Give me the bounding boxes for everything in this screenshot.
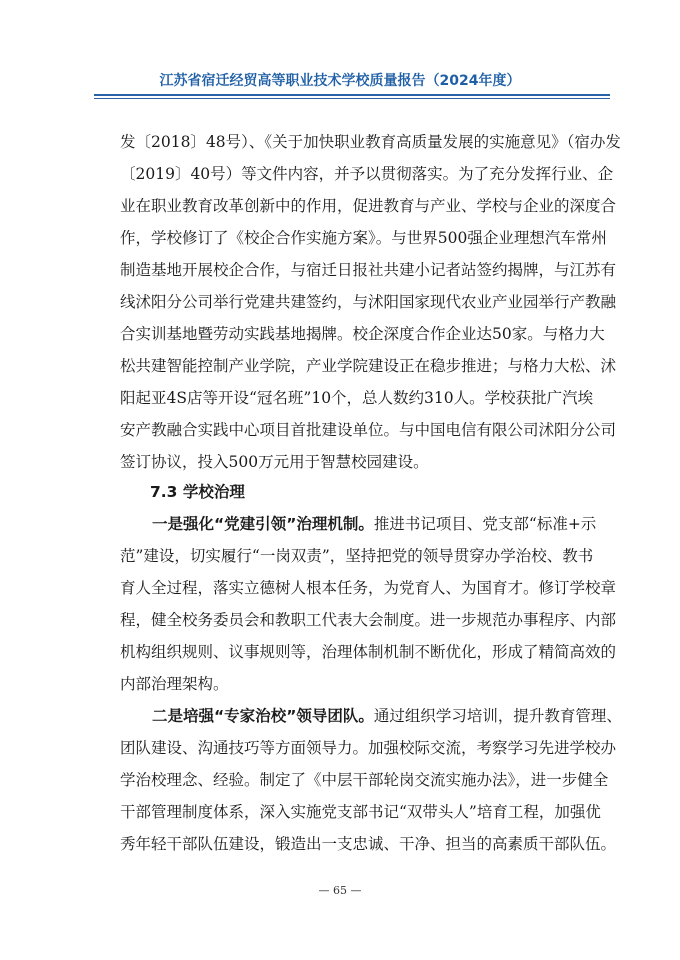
section-title-7-3: 7.3 学校治理 [150,483,245,501]
text-line: 〔2019〕40号）等文件内容，并予以贯彻落实。为了充分发挥行业、企 [120,165,614,183]
paragraph-lead-bold: 二是培强“专家治校”领导团队。 [152,707,374,725]
paragraph-lead-bold: 一是强化“党建引领”治理机制。 [152,515,374,533]
paragraph-school-enterprise-cooperation [120,126,621,478]
text-line-first [120,700,622,732]
text-line: 发〔2018〕48号）、《关于加快职业教育高质量发展的实施意见》（宿办发 [120,133,621,151]
text-run: 通过组织学习培训，提升教育管理、 [373,707,622,725]
page-number: — 65 — [318,884,362,897]
text-line: 合实训基地暨劳动实践基地揭牌。校企深度合作企业达50家。与格力大 [120,325,605,343]
header-rule-thick [94,94,610,96]
header-rule-thin [94,98,610,99]
text-line: 秀年轻干部队伍建设，锻造出一支忠诚、干净、担当的高素质干部队伍。 [120,835,617,853]
text-line: 阳起亚4S店等开设“冠名班”10个，总人数约310人。学校获批广汽埃 [120,389,594,407]
text-line: 松共建智能控制产业学院，产业学院建设正在稳步推进；与格力大松、沭 [120,357,617,375]
report-header-title: 江苏省宿迁经贸高等职业技术学校质量报告（2024年度） [159,73,521,89]
text-line: 团队建设、沟通技巧等方面领导力。加强校际交流，考察学习先进学校办 [120,739,617,757]
text-line: 育人全过程，落实立德树人根本任务，为党育人、为国育才。修订学校章 [120,579,617,597]
text-line: 线沭阳分公司举行党建共建签约，与沭阳国家现代农业产业园举行产教融 [120,293,617,311]
text-line: 安产教融合实践中心项目首批建设单位。与中国电信有限公司沭阳分公司 [120,421,617,439]
paragraph-expert-leadership [120,700,622,860]
text-line: 业在职业教育改革创新中的作用，促进教育与产业、学校与企业的深度合 [120,197,617,215]
text-run: 推进书记项目、党支部“标准+示 [373,515,597,533]
text-line-first [120,508,616,540]
paragraph-party-leadership [120,508,616,700]
text-line: 制造基地开展校企合作，与宿迁日报社共建小记者站签约揭牌，与江苏有 [120,261,617,279]
text-line: 程，健全校务委员会和教职工代表大会制度。进一步规范办事程序、内部 [120,611,617,629]
text-line: 作，学校修订了《校企合作实施方案》。与世界500强企业理想汽车常州 [120,229,607,247]
text-line: 学治校理念、经验。制定了《中层干部轮岗交流实施办法》，进一步健全 [120,771,609,789]
text-line: 机构组织规则、议事规则等，治理体制机制不断优化，形成了精简高效的 [120,643,617,661]
text-line: 干部管理制度体系，深入实施党支部书记“双带头人”培育工程，加强优 [120,803,601,821]
text-line: 范”建设，切实履行“一岗双责”，坚持把党的领导贯穿办学治校、教书 [120,547,594,565]
text-line: 签订协议，投入500万元用于智慧校园建设。 [120,453,429,471]
text-line: 内部治理架构。 [120,675,229,693]
